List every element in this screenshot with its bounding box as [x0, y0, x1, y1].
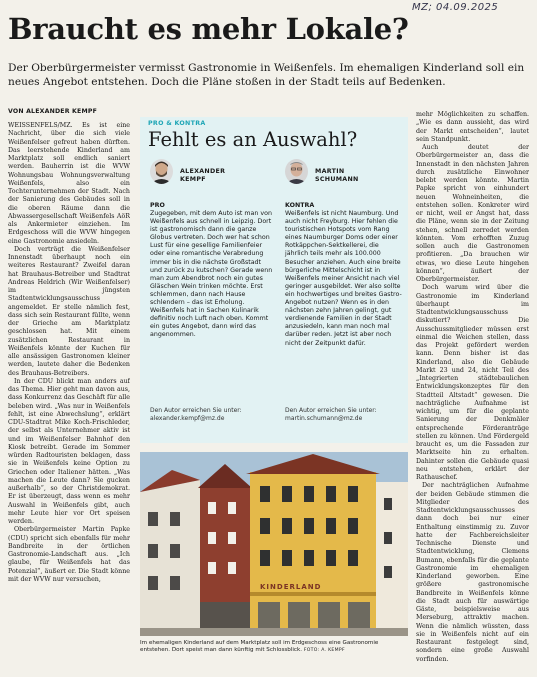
article-paragraph: Doch verträgt die Weißenfelser Innenstadt überhaupt noch ein weiteres Restaurant? Zweifel daran hat Brauhaus-Betreiber und Stadtrat Andreas Heldrich (Wir Weißenfelser) im jüngsten Stadtentwicklungsausschuss angemeldet. Er stelle nämlich fest, dass sich sein Restaurant füllte, wenn der Grieche am Marktplatz geschlossen hat. Mit einem zusätzlichen Restaurant in Weißenfels könnte der Kuchen für alle ansässigen Gastronomen kleiner werden, lautete daher die Bedenken des Brauhaus-Betreibers.: [8, 245, 130, 377]
pro-kontra-kicker: PRO & KONTRA: [148, 120, 206, 127]
pro-author-name: [180, 168, 225, 184]
pro-argument: Zugegeben, mit dem Auto ist man von Weißenfels aus schnell in Leipzig. Dort ist gastronomisch dann die ganze Globus vertreten. Doch wer hat schon Lust für eine gesellige Familienfeier oder eine romantische Verabredung immer bis in die nächste Großstadt und zurück zu kutschen? Gerade wenn man zum Abendbrot noch ein gutes Gläschen Wein trinken möchte. Erst schlemmen, dann nach Hause schlendern – das ist Erholung. Weißenfels hat in Sachen Kulinarik definitiv noch Luft nach oben. Kommt ein gutes Angebot, dann wird das angenommen.: [150, 210, 273, 339]
article-paragraph: mehr Möglichkeiten zu schaffen. „Wie es dann aussieht, das wird der Markt entscheiden“, lautet sein Standpunkt.: [416, 111, 529, 143]
headline: Braucht es mehr Lokale?: [8, 12, 409, 46]
pro-contact-email: alexander.kempf@mz.de: [150, 414, 225, 422]
kontra-author-firstname: MARTIN: [315, 168, 345, 175]
kontra-contact: [285, 407, 403, 423]
byline: VON ALEXANDER KEMPF: [8, 108, 97, 115]
pro-author-lastname: KEMPF: [180, 176, 206, 184]
photo-signage-text: KINDERLAND: [260, 583, 322, 591]
article-paragraph: Doch warum wird über die Gastronomie im Kinderland überhaupt im Stadtentwicklungsausschuss diskutiert? Die Ausschussmitglieder müssen erst einmal die Weichen stellen, dass das Projekt gefördert werden kann. Denn bisher ist das Kinderland, also die Gebäude Markt 23 und 24, nicht Teil des „Integrierten städtebaulichen Entwicklungskonzeptes für den Stadtteil Altstadt“ gewesen. Die nachträgliche Aufnahme ist wichtig, um für die geplante Sanierung der Denkmäler entsprechende Förderanträge stellen zu können. Und Fördergeld braucht es, um die Fassaden zur Marktseite hin zu erhalten. Dahinter sollen die Gebäude quasi neu entstehen, erklärt der Rathauschef.: [416, 284, 529, 481]
author-portrait-kempf: [150, 159, 173, 184]
pro-contact-label: Den Autor erreichen Sie unter:: [150, 407, 242, 414]
kontra-argument: Weißenfels ist nicht Naumburg. Und auch nicht Freyburg. Hier fehlen die touristischen Hotspots vom Rang eines Naumburger Doms oder einer Rotkäppchen-Sektkellerei, die jährlich teils mehr als 100.000 Besucher anziehen. Auch eine breite bürgerliche Mittelschicht ist in Weißenfels meiner Ansicht nach viel geringer ausgebildet. Wer also sollte ein hochwertiges und breites Gastro-Angebot nutzen? Wenn es in den nächsten zehn Jahren gelingt, gut verdienende Familien in der Stadt anzusiedeln, kann man noch mal darüber reden. Jetzt ist aber noch nicht der Zeitpunkt dafür.: [285, 210, 402, 347]
article-paragraph: Der nachträglichen Aufnahme der beiden Gebäude stimmen die Mitglieder des Stadtentwicklungsausschusses dann doch bei nur einer Enthaltung einstimmig zu. Zuvor hatte der Fachbereichsleiter Technische Dienste und Stadtentwicklung, Clemens Bumann, ebenfalls für die geplante Gastronomie im ehemaligen Kinderland geworben. Eine größere gastronomische Bandbreite in Weißenfels könne die Stadt auch für auswärtige Gäste, beispielsweise aus Merseburg, attraktiv machen. Wenn die nämlich wüssten, dass sie in Weißenfels nicht auf ein Restaurant festgelegt sind, sondern eine große Auswahl vorfinden.: [416, 482, 529, 663]
kontra-author-lastname: SCHUMANN: [315, 176, 359, 184]
kontra-author-name: [315, 168, 359, 184]
article-column-left: [8, 122, 130, 674]
photo-caption: [140, 640, 408, 655]
article-photo-kinderland: [140, 452, 408, 636]
pro-author-firstname: ALEXANDER: [180, 168, 226, 175]
kontra-label: KONTRA: [285, 202, 315, 209]
article-paragraph: WEISSENFELS/MZ. Es ist eine Nachricht, über die sich viele Weißenfelser gefreut haben dürften. Das leerstehende Kinderland am Marktplatz soll endlich saniert werden. Bauherrin ist die WVW Wohnungsbau Wohnungsverwaltung Weißenfels, also ein Tochterunternehmen der Stadt. Nach der Sanierung des Gebäudes soll in die oberen Räume dann die Abwassergesellschaft Weißenfels AöR als Ankermieter einziehen. Im Erdgeschoss will die WVW hingegen eine Gastronomie ansiedeln.: [8, 122, 130, 245]
author-portrait-schumann: [285, 159, 308, 184]
photo-credit: FOTO: A. KEMPF: [303, 648, 345, 654]
article-paragraph: Oberbürgermeister Martin Papke (CDU) spricht sich ebenfalls für mehr Bandbreite in der örtlichen Gastronomie-Landschaft aus. „Ich glaube, für Weißenfels hat das Potenzial“, äußert er. Die Stadt könne mit der WVW nur versuchen,: [8, 526, 130, 583]
article-column-right: [416, 111, 529, 674]
pro-label: PRO: [150, 202, 165, 209]
kontra-contact-email: martin.schumann@mz.de: [285, 414, 363, 422]
pro-contact: [150, 407, 274, 423]
handwritten-date-note: MZ; 04.09.2025: [412, 2, 499, 13]
photo-caption-text: Im ehemaligen Kinderland auf dem Marktplatz soll im Erdgeschoss eine Gastronomie entstehen. Dort speist man dann künftig mit Schlossblick.: [140, 640, 379, 654]
subheadline: Der Oberbürgermeister vermisst Gastronomie in Weißenfels. Im ehemaligen Kinderland soll ein neues Angebot entstehen. Doch die Pläne stoßen in der Stadt teils auf Bedenken.: [8, 62, 525, 88]
pro-kontra-box: [140, 117, 408, 443]
article-paragraph: Auch deutet der Oberbürgermeister an, dass die Innenstadt in den nächsten Jahren durch zusätzliche Einwohner belebt werden könnte. Martin Papke spricht von einhundert neuen Wohneinheiten, die entstehen sollen. Konkreter wird er nicht, weil er Angst hat, dass die Pläne, wenn sie in der Zeitung stehen, schnell zerredet werden könnten. Vom erhofften Zuzug sollen auch die Gastronomen profitieren. „Da brauchen wir etwas, wo diese Leute hingehen können“, äußert der Oberbürgermeister.: [416, 144, 529, 283]
article-paragraph: In der CDU blickt man anders auf das Thema. Hier geht man davon aus, dass Konkurrenz das Geschäft für alle beleben wird. „Was nur in Weißenfels fehlt, ist eine Abwechslung“, erklärt CDU-Stadtrat Mike Koch-Frischleder, der selbst als Unternehmer aktiv ist und im Weißenfelser Bahnhof den Kiosk betreibt. Gerade im Sommer würden Radtouristen beklagen, dass sie in Weißenfels keine Option zu Griechen oder Italiener hätten. „Was machen die Leute dann? Sie gucken außerhalb“, so der Christdemokrat. Er ist überzeugt, dass wenn es mehr Auswahl in Weißenfels gibt, auch mehr Leute hier vor Ort speisen werden.: [8, 377, 130, 525]
pro-kontra-title: Fehlt es an Auswahl?: [148, 128, 358, 151]
kontra-contact-label: Den Autor erreichen Sie unter:: [285, 407, 377, 414]
